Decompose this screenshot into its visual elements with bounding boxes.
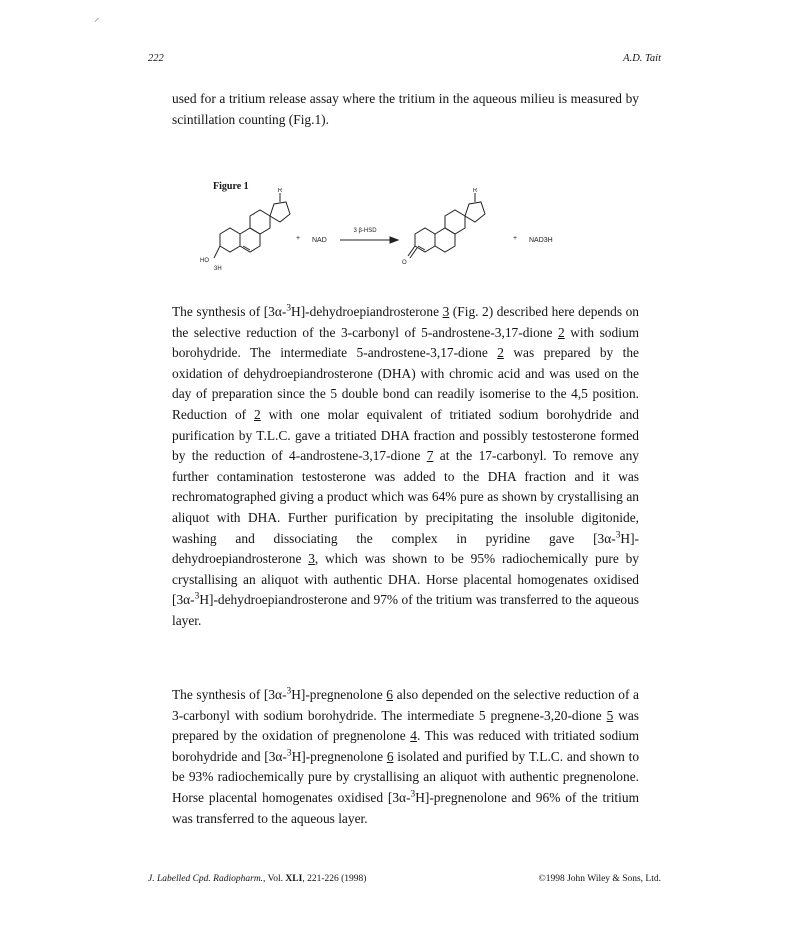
page-range: , 221-226 (1998) [302, 874, 367, 884]
substituent-r-2: R [472, 188, 478, 194]
text-run: The synthesis of [3α- [172, 304, 287, 319]
text-run: with sodium borohydride. The intermediate 5-androstene-3,17-dione [172, 324, 639, 361]
reaction-arrow [340, 237, 398, 243]
superscript: 3 [286, 686, 292, 697]
text-run: also depended on the selective reduction of a 3-carbonyl with sodium borohydride. The intermediate 5 pregnene-3,20-dione [172, 687, 639, 723]
superscript: 3 [194, 591, 200, 602]
enzyme-label: 3 β-HSD [353, 228, 377, 234]
compound-ref: 6 [386, 687, 393, 702]
compound-ref: 4 [410, 728, 417, 744]
text-run: was prepared by the oxidation of dehydroepiandrosterone (DHA) with chromic acid and was used on the day of preparation since the 5 double bond can readily isomerise to the 4,5 position. Reduction of [172, 345, 639, 422]
scan-mark: ⸝ [94, 12, 100, 24]
compound-ref: 2 [254, 406, 261, 422]
volume-label: Vol. [265, 874, 286, 884]
carbonyl-o-label: O [402, 260, 407, 266]
cofactor-nad: NAD [312, 237, 327, 244]
product-cofactor: NAD3H [529, 237, 553, 244]
paragraph-pregnenolone-synthesis [172, 685, 639, 829]
compound-ref: 3 [308, 551, 315, 567]
compound-ref: 6 [386, 748, 394, 764]
text-run: The synthesis of [3α- [172, 687, 287, 702]
figure-label: Figure 1 [213, 181, 249, 192]
journal-citation [148, 874, 366, 884]
compound-ref: 2 [557, 324, 565, 340]
superscript: 3 [410, 789, 416, 800]
text-run: . This was reduced with tritiated sodium borohydride and [3α- [172, 728, 639, 764]
compound-ref: 5 [606, 707, 614, 723]
text-run: (Fig. 2) described here depends on the selective reduction of the 3-carbonyl of 5-androstene-3,17-dione [172, 304, 639, 340]
intro-text: used for a tritium release assay where the tritium in the aqueous milieu is measured by scintillation counting (Fig.1). [172, 91, 639, 127]
text-run: , which was shown to be 95% radiochemically pure by crystallising an aliquot with authentic DHA. Horse placental homogenates oxidised [3α- [172, 551, 640, 608]
text-run: H]-dehydroepiandrosterone [172, 530, 639, 567]
compound-ref: 2 [497, 345, 504, 361]
tritium-label: 3H [214, 266, 222, 272]
plus-sign-2: + [513, 235, 518, 242]
text-run: with one molar equivalent of tritiated sodium borohydride and purification by T.L.C. gave a tritiated DHA fraction and possibly testosterone formed by the reduction of 4-androstene-3,17-dione [172, 406, 640, 464]
intro-paragraph [172, 89, 639, 130]
reaction-scheme [190, 188, 610, 276]
journal-name: J. Labelled Cpd. Radiopharm., [148, 874, 266, 884]
text-run: was prepared by the oxidation of pregnenolone [172, 707, 639, 744]
paragraph-text [172, 685, 639, 829]
copyright-notice: ©1998 John Wiley & Sons, Ltd. [538, 874, 661, 884]
text-run: H]-pregnenolone [291, 687, 387, 702]
substituent-r-1: R [277, 188, 283, 194]
text-run: H]-dehydroepiandrosterone and 97% of the tritium was transferred to the aqueous layer. [172, 592, 639, 628]
superscript: 3 [286, 748, 292, 759]
plus-sign-1: + [296, 235, 301, 242]
paragraph-text [172, 302, 639, 632]
volume-number: XLI [285, 874, 303, 884]
running-head-author: A.D. Tait [623, 53, 661, 64]
text-run: H]-pregnenolone and 96% of the tritium was transferred to the aqueous layer. [172, 789, 639, 826]
steroid-substrate [214, 193, 290, 258]
text-run: at the 17-carbonyl. To remove any further contamination testosterone was added to the DHA fraction and it was rechromatographed giving a product which was 64% pure as shown by crystallising an aliquot with DHA. Further purification by precipitating the insoluble digitonide, washing and dissociating the complex in pyridine gave [3α- [172, 448, 640, 546]
paragraph-dhea-synthesis [172, 302, 639, 632]
page-number: 222 [148, 53, 164, 64]
text-run: H]-dehydroepiandrosterone [291, 304, 443, 319]
superscript: 3 [615, 530, 621, 541]
compound-ref: 3 [442, 304, 450, 319]
superscript: 3 [286, 303, 292, 314]
text-run: isolated and purified by T.L.C. and shown to be 93% radiochemically pure by crystallising an aliquot with authentic pregnenolone. Horse placental homogenates oxidised [3α- [172, 748, 640, 805]
compound-ref: 7 [426, 448, 434, 464]
steroid-product [408, 193, 485, 258]
hydroxy-label: HO [200, 258, 209, 264]
text-run: H]-pregnenolone [291, 748, 387, 764]
